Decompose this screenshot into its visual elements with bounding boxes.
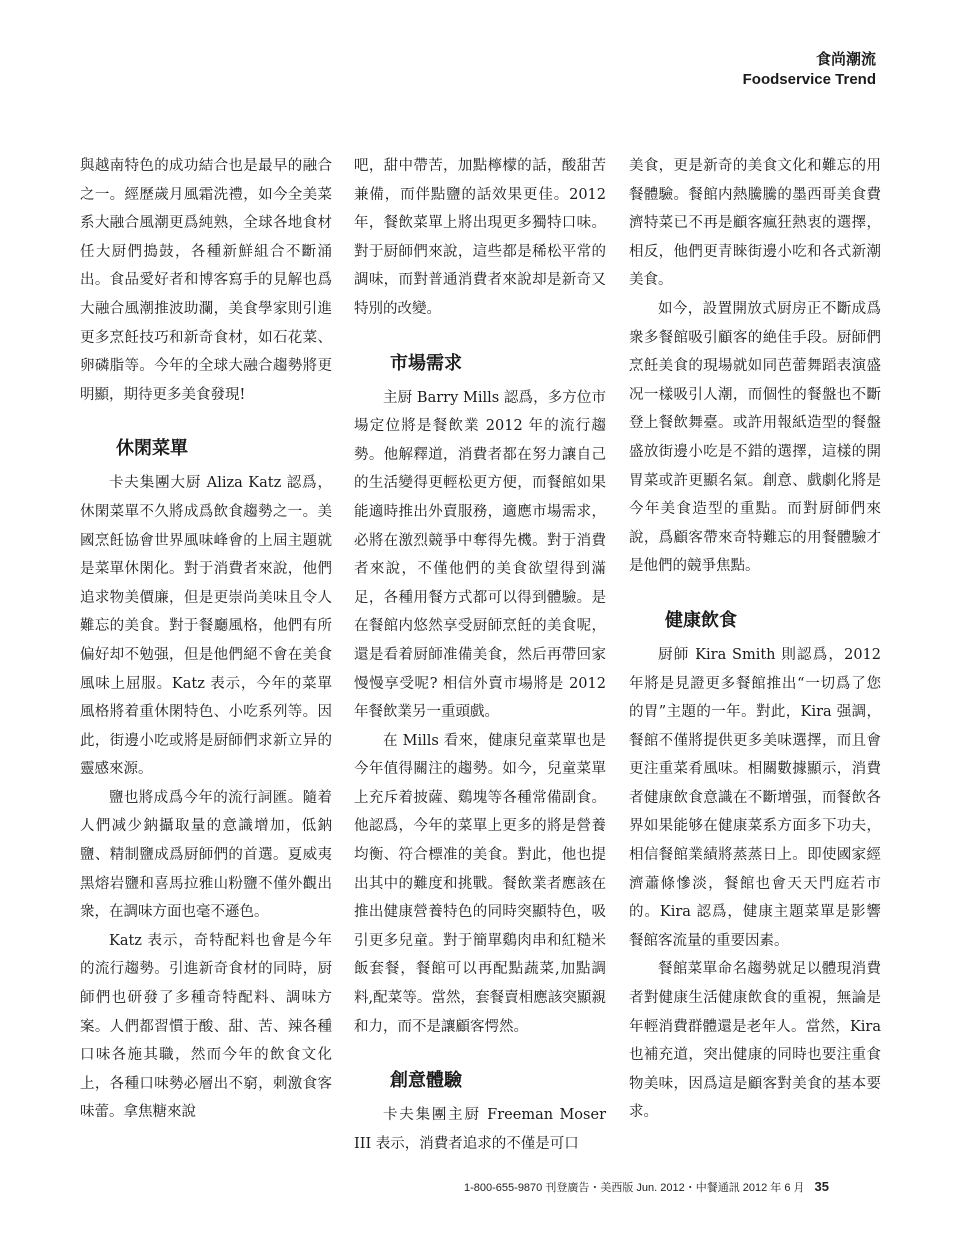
paragraph: 在 Mills 看來，健康兒童菜單也是今年值得關注的趨勢。如今，兒童菜單上充斥着披薩、鷄塊等各種常備副食。他認爲，今年的菜單上更多的將是營養均衡、符合標准的美食。對此，他也提出其中的難度和挑戰。餐飲業者應該在推出健康營養特色的同時突顯特色，吸引更多兒童。對于簡單鷄肉串和紅糙米飯套餐，餐館可以再配點蔬菜,加點調料,配菜等。當然，套餐賣相應該突顯親和力，而不是讓顧客愕然。 bbox=[354, 732, 606, 1035]
page-footer bbox=[464, 1179, 829, 1195]
article-column-2 bbox=[354, 152, 606, 1158]
section-title-en: Foodservice Trend bbox=[742, 71, 876, 88]
section-header bbox=[743, 50, 876, 90]
section-heading-healthy-eating: 健康飲食 bbox=[665, 609, 737, 631]
section-heading-market-demand: 市場需求 bbox=[390, 352, 462, 374]
paragraph: 鹽也將成爲今年的流行詞匯。隨着人們减少鈉攝取量的意識增加，低鈉鹽、精制鹽成爲厨師們的首選。夏威夷黑熔岩鹽和喜馬拉雅山粉鹽不僅外觀出衆，在調味方面也毫不遜色。 bbox=[80, 789, 332, 921]
section-heading-creative-experience: 創意體驗 bbox=[390, 1070, 462, 1092]
article-column-1 bbox=[80, 152, 332, 1127]
paragraph: 主厨 Barry Mills 認爲，多方位市場定位將是餐飲業 2012 年的流行趨勢。他解釋道，消費者都在努力讓自己的生活變得更輕松更方便，而餐館如果能適時推出外賣服務，適應市場需求，必將在激烈競爭中奪得先機。對于消費者來說，不僅他們的美食欲望得到滿足，各種用餐方式都可以得到體驗。是在餐館内悠然享受厨師烹飪的美食呢，還是看着厨師准備美食，然后再帶回家慢慢享受呢? 相信外賣市場將是 2012 年餐飲業另一重頭戲。 bbox=[354, 389, 606, 721]
paragraph: 餐館菜單命名趨勢就足以體現消費者對健康生活健康飲食的重視，無論是年輕消費群體還是老年人。當然，Kira 也補充道，突出健康的同時也要注重食物美味，因爲這是顧客對美食的基本要求。 bbox=[629, 961, 881, 1121]
section-title-zh: 食尚潮流 bbox=[815, 51, 876, 68]
paragraph: 卡夫集團主厨 Freeman Moser III 表示，消費者追求的不僅是可口 bbox=[354, 1107, 606, 1152]
paragraph: 美食，更是新奇的美食文化和難忘的用餐體驗。餐館内熱騰騰的墨西哥美食費濟特菜已不再是顧客瘋狂熱衷的選擇，相反，他們更青睞街邊小吃和各式新潮美食。 bbox=[629, 158, 881, 289]
paragraph: 卡夫集團大厨 Aliza Katz 認爲，休閑菜單不久將成爲飲食趨勢之一。美國烹飪協會世界風味峰會的上屆主題就是菜單休閑化。對于消費者來說，他們追求物美價廉，但是更崇尚美味且令人難忘的美食。對于餐廳風格，他們有所偏好却不勉强，但是他們絕不會在美食風味上屈服。Katz 表示，今年的菜單風格將着重休閑特色、小吃系列等。因此，街邊小吃或將是厨師們求新立异的靈感來源。 bbox=[80, 475, 332, 778]
article-column-3 bbox=[629, 152, 881, 1127]
paragraph: 如今，設置開放式厨房正不斷成爲衆多餐館吸引顧客的絶佳手段。厨師們烹飪美食的現場就如同芭蕾舞蹈表演盛况一樣吸引人潮，而個性的餐盤也不斷登上餐飲舞臺。或許用報紙造型的餐盤盛放街邊小吃是不錯的選擇，這樣的開胃菜或許更顯名氣。創意、戲劇化將是今年美食造型的重點。而對厨師們來說，爲顧客帶來奇特難忘的用餐體驗才是他們的競爭焦點。 bbox=[629, 300, 881, 575]
section-heading-casual-menu: 休閑菜單 bbox=[116, 438, 188, 460]
footer-info: 1-800-655-9870 刊登廣告・美西版 Jun. 2012・中餐通訊 2012 年 6 月 bbox=[464, 1182, 805, 1194]
page-number: 35 bbox=[814, 1179, 829, 1194]
paragraph: 吧，甜中帶苦，加點檸檬的話，酸甜苦兼備，而伴點鹽的話效果更佳。2012 年，餐飲菜單上將出現更多獨特口味。對于厨師們來說，這些都是稀松平常的調味，而對普通消費者來說却是新奇又特別的改變。 bbox=[354, 158, 606, 317]
paragraph: 與越南特色的成功結合也是最早的融合之一。經歷歲月風霜洗禮，如今全美菜系大融合風潮更爲純熟，全球各地食材任大厨們搗鼓，各種新鮮組合不斷涌出。食品愛好者和博客寫手的見解也爲大融合風潮推波助瀾，美食學家則引進更多烹飪技巧和新奇食材，如石花菜、卵磷脂等。今年的全球大融合趨勢將更明顯，期待更多美食發現! bbox=[80, 158, 332, 403]
paragraph: Katz 表示，奇特配料也會是今年的流行趨勢。引進新奇食材的同時，厨師們也研發了多種奇特配料、調味方案。人們都習慣于酸、甜、苦、辣各種口味各施其職，然而今年的飲食文化上，各種口味勢必層出不窮，刺激食客味蕾。拿焦糖來說 bbox=[80, 932, 332, 1121]
paragraph: 厨師 Kira Smith 則認爲，2012 年將是見證更多餐館推出“一切爲了您的胃”主題的一年。對此，Kira 强調，餐館不僅將提供更多美味選擇，而且會更注重菜肴風味。相關數據顯示，消費者健康飲食意識在不斷增强，而餐飲各界如果能够在健康菜系方面多下功夫，相信餐館業績將蒸蒸日上。即使國家經濟蕭條慘淡，餐館也會天天門庭若市的。Kira 認爲，健康主題菜單是影響餐館客流量的重要因素。 bbox=[629, 646, 881, 949]
